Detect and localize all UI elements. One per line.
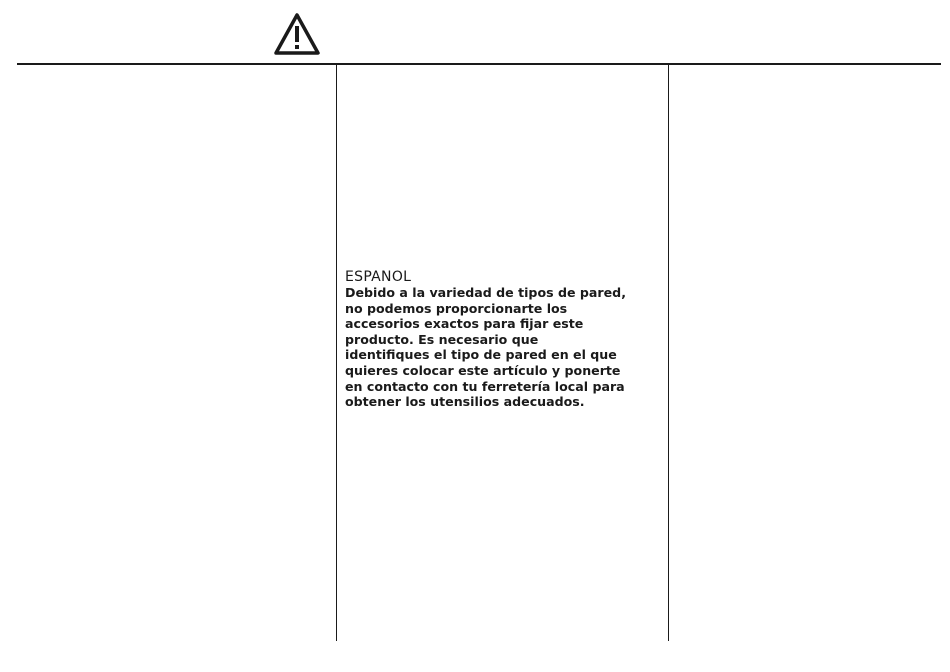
body-line: identifiques el tipo de pared en el que xyxy=(345,347,617,363)
body-line: obtener los utensilios adecuados. xyxy=(345,394,585,410)
body-line: en contacto con tu ferretería local para xyxy=(345,378,625,394)
body-line: Debido a la variedad de tipos de pared, xyxy=(345,285,626,300)
column-left xyxy=(17,64,336,641)
body-line: quieres colocar este artículo y ponerte xyxy=(345,362,621,378)
section-heading: ESPANOL xyxy=(345,269,412,285)
body-line: no podemos proporcionarte los xyxy=(345,300,568,316)
column-middle xyxy=(337,64,668,641)
body-line: accesorios exactos para fijar este xyxy=(345,316,584,332)
section-body xyxy=(345,285,645,410)
column-right xyxy=(669,64,941,641)
spanish-section xyxy=(345,269,645,410)
body-line: producto. Es necesario que xyxy=(345,331,539,347)
warning-icon xyxy=(273,12,321,56)
